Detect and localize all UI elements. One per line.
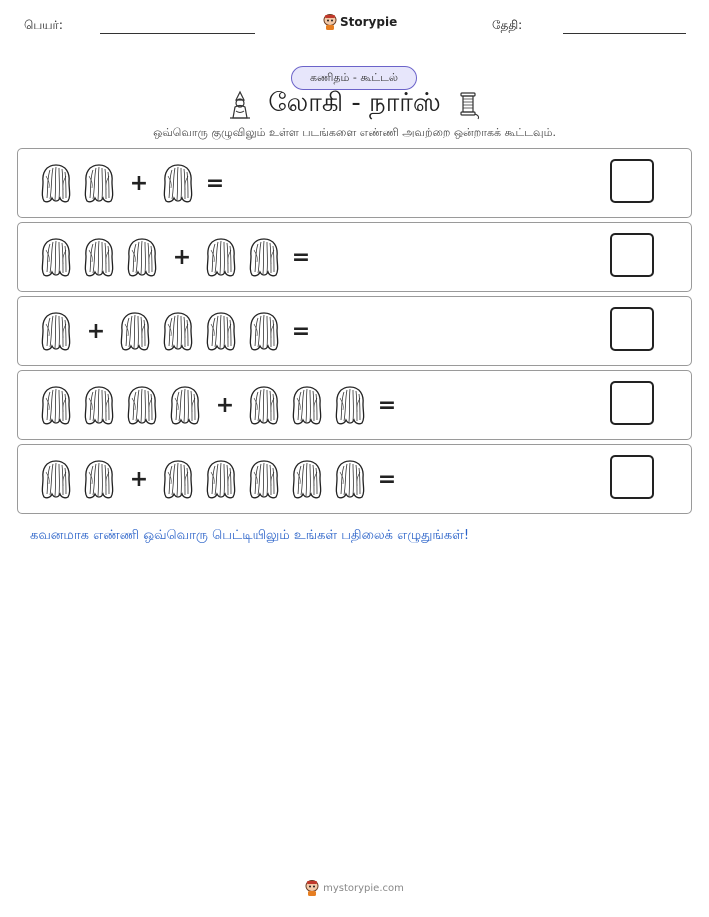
hair-icon	[332, 384, 368, 426]
hair-icon	[81, 384, 117, 426]
answer-box[interactable]	[610, 307, 654, 351]
storypie-mascot-icon	[323, 14, 337, 30]
answer-box[interactable]	[610, 381, 654, 425]
hair-icon	[38, 236, 74, 278]
hair-icon	[124, 236, 160, 278]
site-url[interactable]: mystorypie.com	[323, 882, 404, 894]
plus-sign: +	[129, 170, 149, 196]
worksheet-header	[0, 14, 709, 38]
hair-icon	[203, 310, 239, 352]
hair-icon	[246, 310, 282, 352]
answer-box[interactable]	[610, 455, 654, 499]
hair-icon	[203, 458, 239, 500]
date-line[interactable]	[563, 33, 686, 34]
problem-items	[38, 297, 313, 365]
hair-icon	[160, 310, 196, 352]
hair-icon	[203, 236, 239, 278]
brand-name: Storypie	[340, 15, 398, 29]
problem-items	[38, 445, 399, 513]
sorceress-icon	[227, 90, 253, 120]
plus-sign: +	[86, 318, 106, 344]
answer-box[interactable]	[610, 233, 654, 277]
instructions: ஒவ்வொரு குழுவிலும் உள்ள படங்களை எண்ணி அவற்றை ஒன்றாகக் கூட்டவும்.	[153, 126, 556, 139]
equals-sign: =	[291, 244, 311, 270]
hair-icon	[289, 384, 325, 426]
name-label: பெயர்:	[24, 18, 63, 32]
hair-icon	[38, 458, 74, 500]
hair-icon	[160, 458, 196, 500]
hair-icon	[124, 384, 160, 426]
equals-sign: =	[377, 466, 397, 492]
name-line[interactable]	[100, 33, 255, 34]
problem-items	[38, 371, 399, 439]
spool-icon	[456, 90, 482, 120]
problem-row	[17, 222, 692, 292]
storypie-mascot-icon	[305, 880, 319, 896]
site-footer	[0, 880, 709, 896]
problem-items	[38, 149, 227, 217]
footer-note: கவனமாக எண்ணி ஒவ்வொரு பெட்டியிலும் உங்கள் பதிலைக் எழுதுங்கள்!	[30, 528, 470, 543]
hair-icon	[246, 236, 282, 278]
hair-icon	[332, 458, 368, 500]
plus-sign: +	[129, 466, 149, 492]
equals-sign: =	[291, 318, 311, 344]
hair-icon	[38, 162, 74, 204]
problem-items	[38, 223, 313, 291]
hair-icon	[246, 384, 282, 426]
hair-icon	[38, 310, 74, 352]
hair-icon	[167, 384, 203, 426]
answer-box[interactable]	[610, 159, 654, 203]
subject-badge: கணிதம் - கூட்டல்	[291, 66, 417, 90]
equals-sign: =	[205, 170, 225, 196]
brand-logo	[323, 14, 397, 30]
hair-icon	[117, 310, 153, 352]
hair-icon	[38, 384, 74, 426]
title-row	[0, 88, 709, 121]
equals-sign: =	[377, 392, 397, 418]
hair-icon	[289, 458, 325, 500]
hair-icon	[246, 458, 282, 500]
plus-sign: +	[172, 244, 192, 270]
hair-icon	[81, 458, 117, 500]
plus-sign: +	[215, 392, 235, 418]
date-label: தேதி:	[492, 18, 523, 32]
hair-icon	[81, 236, 117, 278]
worksheet-title: லோகி - நார்ஸ்	[268, 88, 441, 118]
hair-icon	[160, 162, 196, 204]
hair-icon	[81, 162, 117, 204]
problem-row	[17, 370, 692, 440]
problem-row	[17, 296, 692, 366]
problem-row	[17, 444, 692, 514]
problem-row	[17, 148, 692, 218]
